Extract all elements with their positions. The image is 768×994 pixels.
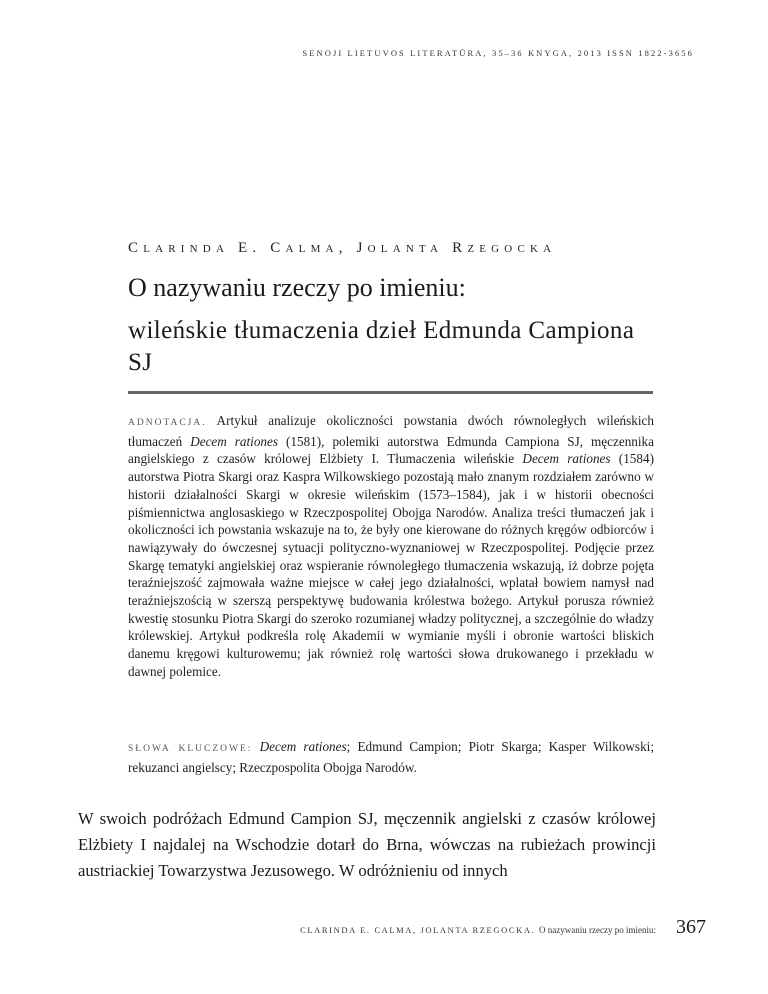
footer-short-title: O nazywaniu rzeczy po imieniu: (539, 925, 656, 935)
keywords-italic: Decem rationes (259, 739, 347, 754)
abstract-text-2: (1581), polemiki autorstwa Edmunda Campiona SJ, męczennika angielskiego z czasów królowej Elżbiety I. Tłumaczenia wileńskie (128, 433, 655, 467)
page-number: 367 (676, 916, 706, 938)
abstract-label: ADNOTACJA. (128, 418, 207, 428)
running-footer (300, 925, 656, 935)
running-head: SENOJI LIETUVOS LITERATŪRA, 35–36 KNYGA, 2013 ISSN 1822-3656 (302, 48, 694, 58)
title-rule (128, 391, 653, 394)
abstract-text-3: (1584) autorstwa Piotra Skargi oraz Kaspra Wilkowskiego pozostają mało znanym rozdziałem zarówno w historii działalności Skargi w okresie wileńskim (1573–1584), jak i w historii obecności piśmiennictwa anglosaskiego w Rzeczpospolitej Obojga Narodów. Analiza treści tłumaczeń jak i okoliczności ich powstania wskazuje na to, że były one kierowane do różnych kręgów odbiorców i nawiązywały do ówczesnej sytuacji polityczno-wyznaniowej w Rzeczpospolitej. Podjęcie przez Skargę tematyki angielskiej oraz wspieranie równoległego tłumaczenia wskazują, iż dobrze pojęta teraźniejszość zajmowała ważne miejsce w całej jego działalności, wplatał bowiem namysł nad teraźniejszością w szerszą perspektywę budowania królestwa bożego. Artykuł porusza również kwestię stosunku Piotra Skargi do szeroko rozumianej władzy politycznej, a szczególnie do władzy królewskiej. Artykuł podkreśla rolę Akademii w wymianie myśli i obronie wartości bliskich danemu kręgowi kulturowemu; jak również rolę wartości słowa drukowanego i przekładu w dawnej polemice. (128, 451, 654, 679)
abstract-italic-2: Decem rationes (522, 451, 611, 467)
keywords-label: SŁOWA KLUCZOWE: (128, 744, 253, 754)
article-title: O nazywaniu rzeczy po imieniu: (128, 273, 466, 302)
keywords-text: ; Edmund Campion; Piotr Skarga; Kasper Wilkowski; rekuzanci angielscy; Rzeczpospolita Obojga Narodów. (128, 739, 654, 775)
body-paragraph: W swoich podróżach Edmund Campion SJ, męczennik angielski z czasów królowej Elżbiety I najdalej na Wschodzie dotarł do Brna, wówczas na rubieżach prowincji austriackiej Towarzystwa Jezusowego. W odróżnieniu od innych (78, 809, 656, 880)
abstract-text-1: Artykuł analizuje okoliczności powstania dwóch równoległych wileńskich tłumaczeń (128, 413, 654, 449)
article-subtitle: wileńskie tłumaczenia dzieł Edmunda Campiona SJ (128, 317, 635, 376)
keywords (128, 738, 654, 776)
abstract (128, 412, 654, 681)
abstract-italic-1: Decem rationes (190, 433, 279, 449)
article-authors: Clarinda E. Calma, Jolanta Rzegocka (128, 240, 557, 256)
footer-authors: CLARINDA E. CALMA, JOLANTA RZEGOCKA. (300, 925, 536, 935)
